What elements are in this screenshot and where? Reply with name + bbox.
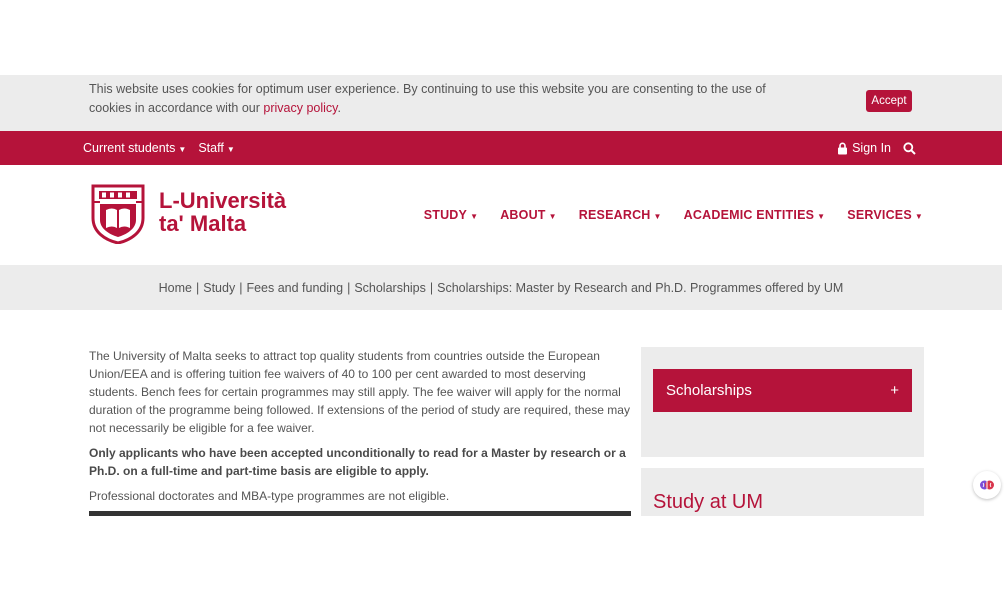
caret-down-icon: ▼ <box>914 212 923 221</box>
nav-study-label: STUDY <box>423 208 468 222</box>
sign-in-link[interactable] <box>837 141 891 155</box>
intro-paragraph: The University of Malta seeks to attract top quality students from countries outside the European Union/EEA and is offering tuition fee waivers of 40 to 100 per cent awarded to most deserving students. Bench fees for certain programmes may still apply. The fee waiver will apply for the normal duration of the programme being followed. If extensions of the period of study are required, these may not necessarily be eligible for a fee waiver. <box>89 349 630 435</box>
cookie-message <box>89 80 779 118</box>
breadcrumb-bar <box>0 265 1002 310</box>
logo-line-2: ta' Malta <box>159 211 247 236</box>
breadcrumb-separator: | <box>429 280 434 295</box>
caret-down-icon: ▼ <box>817 212 826 221</box>
cookie-banner <box>0 75 1002 131</box>
nav-academic-entities[interactable] <box>684 208 826 222</box>
main-nav <box>424 165 923 265</box>
privacy-policy-link[interactable]: privacy policy <box>263 101 338 115</box>
nav-about-label: ABOUT <box>500 208 546 222</box>
nav-about[interactable] <box>500 208 557 222</box>
plus-icon: + <box>890 382 899 399</box>
caret-down-icon: ▼ <box>470 212 479 221</box>
search-icon[interactable] <box>903 142 916 155</box>
caret-down-icon: ▼ <box>178 145 187 154</box>
breadcrumb <box>0 265 1002 310</box>
sign-in-label: Sign In <box>852 141 891 155</box>
nav-services[interactable] <box>847 208 923 222</box>
logo-line-1: L-Università <box>159 188 287 213</box>
accept-cookies-button[interactable]: Accept <box>866 90 912 112</box>
breadcrumb-study[interactable]: Study <box>203 280 236 295</box>
current-students-menu[interactable] <box>83 141 186 155</box>
breadcrumb-scholarships[interactable]: Scholarships <box>354 280 426 295</box>
utility-actions <box>837 131 916 165</box>
brain-icon <box>979 477 995 493</box>
caret-down-icon: ▼ <box>653 212 662 221</box>
scholarships-accordion-label: Scholarships <box>666 382 752 399</box>
study-at-um-title: Study at UM <box>653 491 764 513</box>
sidebar-panel <box>641 347 924 457</box>
content-divider <box>89 511 631 516</box>
lock-icon <box>837 142 848 155</box>
study-at-um-panel <box>641 468 924 516</box>
current-students-label: Current students <box>83 141 176 155</box>
nav-study[interactable] <box>424 208 479 222</box>
main-content <box>89 347 631 512</box>
scholarships-accordion[interactable] <box>653 369 912 412</box>
nav-research-label: RESEARCH <box>578 208 651 222</box>
site-header <box>0 165 1002 265</box>
nav-research[interactable] <box>579 208 662 222</box>
breadcrumb-current-page: Scholarships: Master by Research and Ph.D. Programmes offered by UM <box>437 280 844 295</box>
breadcrumb-home[interactable]: Home <box>158 280 192 295</box>
audience-nav <box>83 131 235 165</box>
breadcrumb-separator: | <box>347 280 351 295</box>
caret-down-icon: ▼ <box>548 212 557 221</box>
logo-wordmark <box>159 189 286 235</box>
breadcrumb-separator: | <box>195 280 200 295</box>
eligibility-paragraph: Only applicants who have been accepted unconditionally to read for a Master by research or a Ph.D. on a full-time and part-time basis are eligible to apply. <box>89 446 626 478</box>
cookie-message-suffix: . <box>337 101 341 115</box>
university-logo[interactable] <box>89 182 289 247</box>
staff-label: Staff <box>198 141 224 155</box>
staff-menu[interactable] <box>198 141 234 155</box>
crest-icon <box>89 182 147 244</box>
nav-services-label: SERVICES <box>847 208 912 222</box>
floating-widget-button[interactable] <box>973 471 1001 499</box>
caret-down-icon: ▼ <box>226 145 235 154</box>
cookie-message-text: This website uses cookies for optimum user experience. By continuing to use this website you are consenting to the use of cookies in accordance with our <box>89 82 766 115</box>
exclusions-paragraph: Professional doctorates and MBA-type programmes are not eligible. <box>89 489 450 503</box>
top-utility-bar <box>0 131 1002 165</box>
breadcrumb-separator: | <box>239 280 243 295</box>
breadcrumb-fees-and-funding[interactable]: Fees and funding <box>246 280 344 295</box>
nav-academic-entities-label: ACADEMIC ENTITIES <box>683 208 815 222</box>
